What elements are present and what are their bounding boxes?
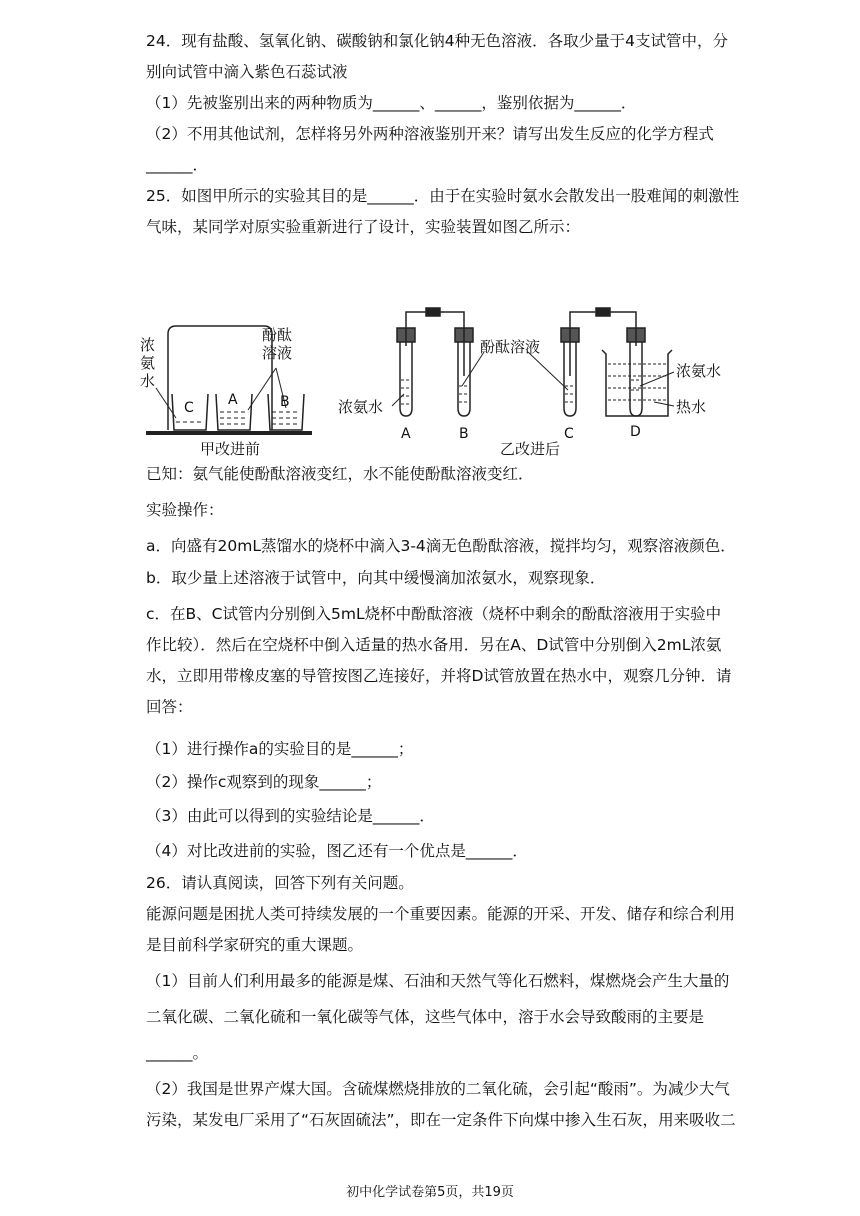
q25-op-b: b．取少量上述溶液于试管中，向其中缓慢滴加浓氨水，观察现象． xyxy=(146,569,606,587)
q25-op-a: a．向盛有20mL蒸馏水的烧杯中滴入3-4滴无色酚酞溶液，搅拌均匀，观察溶液颜色． xyxy=(146,537,736,555)
beaker-a-label: A xyxy=(228,392,238,408)
ammonia-label-left: 浓氨水 xyxy=(338,398,384,416)
q26-intro-line1: 能源问题是困扰人类可持续发展的一个重要因素。能源的开采、开发、储存和综合利用 xyxy=(146,905,736,923)
rubber-joint-ab xyxy=(426,308,440,316)
fig-label-phenol: 酚酞 xyxy=(262,326,293,344)
q25-answer2: （2）操作c观察到的现象______； xyxy=(146,773,382,791)
q25-known: 已知：氨气能使酚酞溶液变红，水不能使酚酞溶液变红． xyxy=(146,465,534,483)
q25-stem-line1: 25．如图甲所示的实验其目的是______．由于在实验时氨水会散发出一股难闻的刺激性 xyxy=(146,187,740,205)
q25-op-c-line4: 回答： xyxy=(146,698,193,716)
beaker-b-label: B xyxy=(280,394,290,410)
fig-label-nong: 浓 xyxy=(140,336,156,354)
q26-part1-line2: 二氧化碳、二氧化硫和一氧化碳等气体，这些气体中，溶于水会导致酸雨的主要是 xyxy=(146,1008,705,1026)
caption-after: 乙改进后 xyxy=(500,440,561,458)
q24-part2-line1: （2）不用其他试剂，怎样将另外两种溶液鉴别开来？请写出发生反应的化学方程式 xyxy=(146,125,714,143)
tube-b-label: B xyxy=(459,426,469,442)
q25-op-c-line1: c．在B、C试管内分别倒入5mL烧杯中酚酞溶液（烧杯中剩余的酚酞溶液用于实验中 xyxy=(146,605,722,623)
q26-intro-line2: 是目前科学家研究的重大课题。 xyxy=(146,936,364,954)
fig-label-shui: 水 xyxy=(140,372,156,390)
q25-ops-title: 实验操作： xyxy=(146,501,224,519)
q24-part1: （1）先被鉴别出来的两种物质为______、______，鉴别依据为______． xyxy=(146,94,637,112)
q25-answer4: （4）对比改进前的实验，图乙还有一个优点是______． xyxy=(146,842,528,860)
q26-stem: 26．请认真阅读，回答下列有关问题。 xyxy=(146,874,414,892)
q25-stem-line2: 气味，某同学对原实验重新进行了设计，实验装置如图乙所示： xyxy=(146,218,581,236)
tube-d xyxy=(630,342,642,416)
q26-part2-line1: （2）我国是世界产煤大国。含硫煤燃烧排放的二氧化硫，会引起“酸雨”。为减少大气 xyxy=(146,1080,730,1098)
experiment-figure xyxy=(140,306,730,458)
q25-answer3: （3）由此可以得到的实验结论是______． xyxy=(146,807,435,825)
q25-answer1: （1）进行操作a的实验目的是______； xyxy=(146,740,414,758)
page-footer: 初中化学试卷第5页，共19页 xyxy=(346,1185,514,1200)
q26-part2-line2: 污染，某发电厂采用了“石灰固硫法”，即在一定条件下向煤中掺入生石灰，用来吸收二 xyxy=(146,1111,736,1129)
tube-c-label: C xyxy=(564,426,574,442)
rubber-joint-cd xyxy=(596,308,610,316)
fig-label-an: 氨 xyxy=(140,354,156,372)
q24-part2-line2: ______． xyxy=(146,156,209,174)
caption-before: 甲改进前 xyxy=(200,440,261,458)
connector-ab xyxy=(406,312,464,376)
tube-a-label: A xyxy=(401,426,411,442)
phenol-solution-label: 酚酞溶液 xyxy=(480,338,541,356)
q24-stem-line1: 24．现有盐酸、氢氧化钠、碳酸钠和氯化钠4种无色溶液．各取少量于4支试管中，分 xyxy=(146,32,728,50)
beaker-c-label: C xyxy=(184,400,194,416)
tube-d-label: D xyxy=(630,424,641,440)
hot-water-beaker xyxy=(602,350,672,416)
ammonia-label-right: 浓氨水 xyxy=(676,362,722,380)
connector-cd xyxy=(570,312,636,376)
fig-label-solution: 溶液 xyxy=(262,344,293,362)
q24-stem-line2: 别向试管中滴入紫色石蕊试液 xyxy=(146,63,348,81)
hot-water-label: 热水 xyxy=(676,398,707,416)
experiment-diagram xyxy=(140,306,730,458)
q25-op-c-line3: 水，立即用带橡皮塞的导管按图乙连接好，并将D试管放置在热水中，观察几分钟．请 xyxy=(146,667,732,685)
q25-op-c-line2: 作比较）．然后在空烧杯中倒入适量的热水备用．另在A、D试管中分别倒入2mL浓氨 xyxy=(146,636,722,654)
tube-a xyxy=(400,342,412,416)
q26-part1-line1: （1）目前人们利用最多的能源是煤、石油和天然气等化石燃料，煤燃烧会产生大量的 xyxy=(146,972,730,990)
q26-part1-line3: ______。 xyxy=(146,1044,209,1062)
